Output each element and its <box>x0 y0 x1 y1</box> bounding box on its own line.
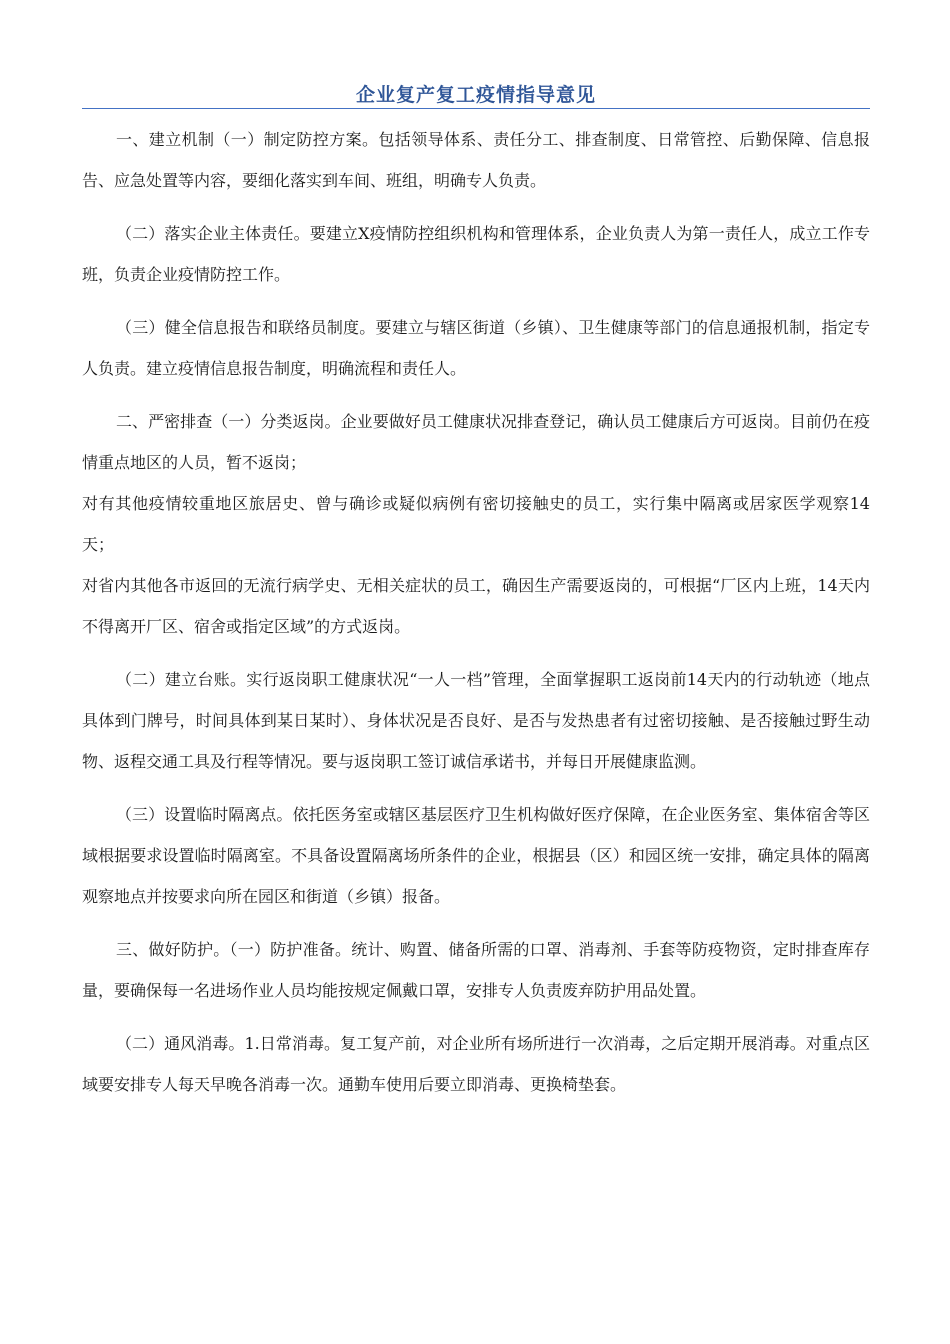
paragraph-mechanism-plan: 一、建立机制（一）制定防控方案。包括领导体系、责任分工、排查制度、日常管控、后勤保障、信息报告、应急处置等内容，要细化落实到车间、班组，明确专人负责。 <box>82 130 870 190</box>
paragraph-ventilation-disinfection: （二）通风消毒。1.日常消毒。复工复产前，对企业所有场所进行一次消毒，之后定期开展消毒。对重点区域要安排专人每天早晚各消毒一次。通勤车使用后要立即消毒、更换椅垫套。 <box>82 1034 870 1094</box>
paragraph-health-ledger: （二）建立台账。实行返岗职工健康状况“一人一档”管理，全面掌握职工返岗前14天内的行动轨迹（地点具体到门牌号，时间具体到某日某时）、身体状况是否良好、是否与发热患者有过密切接触、是否接触过野生动物、返程交通工具及行程等情况。要与返岗职工签订诚信承诺书，并每日开展健康监测。 <box>82 670 870 771</box>
paragraph-temporary-isolation: （三）设置临时隔离点。依托医务室或辖区基层医疗卫生机构做好医疗保障，在企业医务室、集体宿舍等区域根据要求设置临时隔离室。不具备设置隔离场所条件的企业，根据县（区）和园区统一安排，确定具体的隔离观察地点并按要求向所在园区和街道（乡镇）报备。 <box>82 805 870 906</box>
document-page <box>82 82 870 1105</box>
paragraph-screening-return: 二、严密排查（一）分类返岗。企业要做好员工健康状况排查登记，确认员工健康后方可返岗。目前仍在疫情重点地区的人员，暂不返岗； <box>82 412 870 472</box>
document-title: 企业复产复工疫情指导意见 <box>355 84 596 106</box>
paragraph-main-responsibility: （二）落实企业主体责任。要建立X疫情防控组织机构和管理体系，企业负责人为第一责任人，成立工作专班，负责企业疫情防控工作。 <box>82 224 870 284</box>
paragraph-info-report: （三）健全信息报告和联络员制度。要建立与辖区街道（乡镇）、卫生健康等部门的信息通报机制，指定专人负责。建立疫情信息报告制度，明确流程和责任人。 <box>82 318 870 378</box>
paragraph-protection-prep: 三、做好防护。（一）防护准备。统计、购置、储备所需的口罩、消毒剂、手套等防疫物资，定时排查库存量，要确保每一名进场作业人员均能按规定佩戴口罩，安排专人负责废弃防护用品处置。 <box>82 940 870 1000</box>
paragraph-isolation-observation: 对有其他疫情较重地区旅居史、曾与确诊或疑似病例有密切接触史的员工，实行集中隔离或居家医学观察14天； <box>82 494 870 554</box>
title-underline <box>82 108 870 109</box>
paragraph-in-province-return: 对省内其他各市返回的无流行病学史、无相关症状的员工，确因生产需要返岗的，可根据“厂区内上班，14天内不得离开厂区、宿舍或指定区域”的方式返岗。 <box>82 576 870 636</box>
